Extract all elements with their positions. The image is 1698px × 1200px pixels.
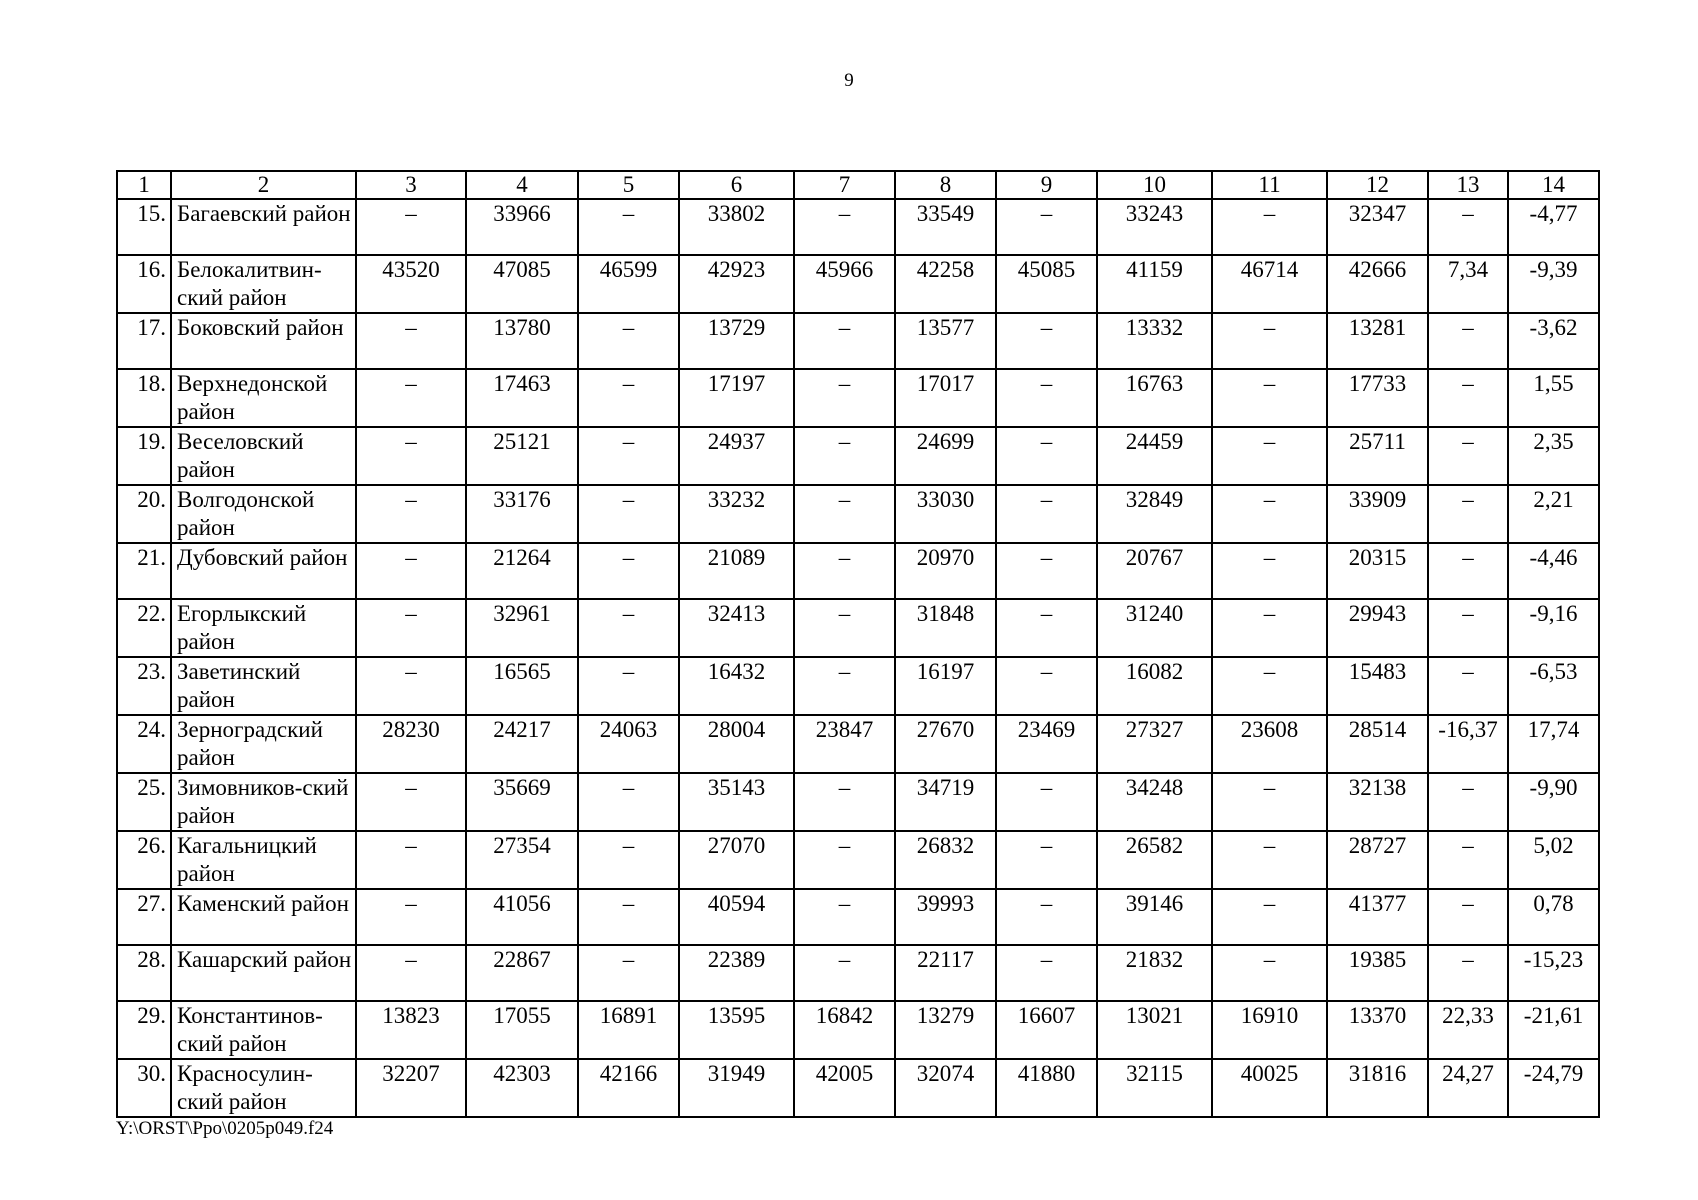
- table-cell: 35669: [466, 773, 578, 831]
- column-header: 6: [679, 171, 794, 199]
- table-cell: –: [1428, 313, 1508, 369]
- table-cell: –: [1212, 199, 1327, 255]
- table-cell: –: [1428, 773, 1508, 831]
- table-row: [117, 1059, 1599, 1117]
- table-cell: –: [794, 773, 895, 831]
- table-cell: 40025: [1212, 1059, 1327, 1117]
- table-cell: -16,37: [1428, 715, 1508, 773]
- table-row: [117, 313, 1599, 369]
- table-cell: –: [1212, 313, 1327, 369]
- table-row: [117, 831, 1599, 889]
- table-cell: 1,55: [1508, 369, 1599, 427]
- district-name: Белокалитвин-ский район: [171, 255, 356, 313]
- table-cell: 33243: [1097, 199, 1212, 255]
- district-name: Зимовников-ский район: [171, 773, 356, 831]
- table-cell: 27070: [679, 831, 794, 889]
- table-cell: 17733: [1327, 369, 1428, 427]
- district-name: Заветинский район: [171, 657, 356, 715]
- table-cell: –: [356, 599, 466, 657]
- table-cell: –: [1428, 831, 1508, 889]
- district-name: Дубовский район: [171, 543, 356, 599]
- table-cell: 24,27: [1428, 1059, 1508, 1117]
- table-cell: –: [1212, 657, 1327, 715]
- table-cell: 26582: [1097, 831, 1212, 889]
- table-cell: –: [356, 889, 466, 945]
- table-cell: –: [996, 889, 1097, 945]
- table-cell: –: [578, 773, 679, 831]
- table-row: [117, 369, 1599, 427]
- district-name: Егорлыкский район: [171, 599, 356, 657]
- table-cell: –: [356, 543, 466, 599]
- table-row: [117, 889, 1599, 945]
- table-cell: 41880: [996, 1059, 1097, 1117]
- table-cell: 20767: [1097, 543, 1212, 599]
- column-header: 9: [996, 171, 1097, 199]
- table-cell: 5,02: [1508, 831, 1599, 889]
- row-number: 16.: [117, 255, 171, 313]
- table-cell: 13332: [1097, 313, 1212, 369]
- table-cell: –: [356, 427, 466, 485]
- table-row: [117, 945, 1599, 1001]
- column-header: 11: [1212, 171, 1327, 199]
- table-cell: -15,23: [1508, 945, 1599, 1001]
- table-cell: –: [996, 313, 1097, 369]
- table-cell: –: [1212, 945, 1327, 1001]
- table-cell: 43520: [356, 255, 466, 313]
- table-cell: –: [996, 657, 1097, 715]
- table-cell: 16082: [1097, 657, 1212, 715]
- table-cell: –: [794, 945, 895, 1001]
- table-cell: –: [578, 199, 679, 255]
- table-cell: 24699: [895, 427, 996, 485]
- table-cell: –: [996, 369, 1097, 427]
- table-cell: 31240: [1097, 599, 1212, 657]
- table-cell: –: [578, 831, 679, 889]
- table-cell: 22117: [895, 945, 996, 1001]
- table-cell: -4,77: [1508, 199, 1599, 255]
- table-cell: –: [996, 599, 1097, 657]
- table-cell: –: [996, 199, 1097, 255]
- table-row: [117, 255, 1599, 313]
- column-header: 2: [171, 171, 356, 199]
- table-row: [117, 543, 1599, 599]
- table-cell: –: [1212, 427, 1327, 485]
- table-cell: –: [1428, 543, 1508, 599]
- table-cell: 31949: [679, 1059, 794, 1117]
- row-number: 28.: [117, 945, 171, 1001]
- column-header: 10: [1097, 171, 1212, 199]
- table-cell: 17197: [679, 369, 794, 427]
- table-cell: 19385: [1327, 945, 1428, 1001]
- table-cell: 21089: [679, 543, 794, 599]
- table-cell: 40594: [679, 889, 794, 945]
- table-cell: –: [1212, 485, 1327, 543]
- table-cell: –: [1428, 485, 1508, 543]
- table-cell: –: [1428, 889, 1508, 945]
- column-header: 12: [1327, 171, 1428, 199]
- row-number: 30.: [117, 1059, 171, 1117]
- page-number: 9: [844, 70, 854, 91]
- table-row: [117, 773, 1599, 831]
- table-cell: 33176: [466, 485, 578, 543]
- column-header: 14: [1508, 171, 1599, 199]
- table-cell: 42166: [578, 1059, 679, 1117]
- table-cell: 27354: [466, 831, 578, 889]
- table-cell: 24063: [578, 715, 679, 773]
- table-cell: –: [996, 427, 1097, 485]
- table-cell: 23469: [996, 715, 1097, 773]
- table-cell: -3,62: [1508, 313, 1599, 369]
- table-cell: 13279: [895, 1001, 996, 1059]
- table-cell: –: [794, 831, 895, 889]
- table-cell: 42923: [679, 255, 794, 313]
- district-name: Зерноградский район: [171, 715, 356, 773]
- row-number: 22.: [117, 599, 171, 657]
- table-row: [117, 199, 1599, 255]
- table-cell: 17017: [895, 369, 996, 427]
- table-cell: 13595: [679, 1001, 794, 1059]
- table-cell: 46599: [578, 255, 679, 313]
- table-cell: 16432: [679, 657, 794, 715]
- table-cell: –: [794, 485, 895, 543]
- table-cell: –: [578, 427, 679, 485]
- row-number: 20.: [117, 485, 171, 543]
- table-cell: -4,46: [1508, 543, 1599, 599]
- district-name: Каменский район: [171, 889, 356, 945]
- table-cell: –: [794, 543, 895, 599]
- table-cell: 32074: [895, 1059, 996, 1117]
- table-cell: 33966: [466, 199, 578, 255]
- table-cell: 34248: [1097, 773, 1212, 831]
- table-cell: –: [578, 889, 679, 945]
- table-cell: –: [1428, 199, 1508, 255]
- district-name: Волгодонской район: [171, 485, 356, 543]
- column-header: 5: [578, 171, 679, 199]
- row-number: 27.: [117, 889, 171, 945]
- table-cell: 20970: [895, 543, 996, 599]
- table-cell: 25711: [1327, 427, 1428, 485]
- row-number: 26.: [117, 831, 171, 889]
- table-cell: 32138: [1327, 773, 1428, 831]
- table-cell: –: [996, 831, 1097, 889]
- table-cell: –: [794, 657, 895, 715]
- table-cell: –: [996, 543, 1097, 599]
- district-name: Боковский район: [171, 313, 356, 369]
- table-cell: 45966: [794, 255, 895, 313]
- table-cell: –: [794, 199, 895, 255]
- table-cell: 31848: [895, 599, 996, 657]
- table-cell: -24,79: [1508, 1059, 1599, 1117]
- table-cell: –: [1212, 543, 1327, 599]
- table-cell: –: [1212, 369, 1327, 427]
- table-cell: 34719: [895, 773, 996, 831]
- table-cell: –: [578, 599, 679, 657]
- district-name: Кагальницкий район: [171, 831, 356, 889]
- table-cell: 22,33: [1428, 1001, 1508, 1059]
- district-name: Верхнедонской район: [171, 369, 356, 427]
- district-name: Багаевский район: [171, 199, 356, 255]
- table-cell: –: [356, 773, 466, 831]
- table-cell: 27670: [895, 715, 996, 773]
- table-cell: 32115: [1097, 1059, 1212, 1117]
- table-cell: 0,78: [1508, 889, 1599, 945]
- column-header: 8: [895, 171, 996, 199]
- table-cell: 15483: [1327, 657, 1428, 715]
- table-cell: 13823: [356, 1001, 466, 1059]
- table-cell: 28514: [1327, 715, 1428, 773]
- table-cell: 7,34: [1428, 255, 1508, 313]
- table-cell: 24217: [466, 715, 578, 773]
- table-cell: –: [578, 657, 679, 715]
- column-header: 4: [466, 171, 578, 199]
- table-cell: –: [578, 313, 679, 369]
- table-cell: 13729: [679, 313, 794, 369]
- table-row: [117, 1001, 1599, 1059]
- table-cell: 13370: [1327, 1001, 1428, 1059]
- table-cell: 33549: [895, 199, 996, 255]
- column-header: 7: [794, 171, 895, 199]
- row-number: 23.: [117, 657, 171, 715]
- table-cell: -9,90: [1508, 773, 1599, 831]
- table-cell: 2,35: [1508, 427, 1599, 485]
- table-cell: -9,16: [1508, 599, 1599, 657]
- table-cell: –: [996, 773, 1097, 831]
- district-name: Веселовский район: [171, 427, 356, 485]
- table-cell: 42303: [466, 1059, 578, 1117]
- table-cell: –: [794, 369, 895, 427]
- table-row: [117, 599, 1599, 657]
- table-cell: 32347: [1327, 199, 1428, 255]
- table-cell: 39146: [1097, 889, 1212, 945]
- table-cell: –: [356, 945, 466, 1001]
- table-cell: 22389: [679, 945, 794, 1001]
- district-name: Кашарский район: [171, 945, 356, 1001]
- table-cell: –: [794, 427, 895, 485]
- table-cell: 28004: [679, 715, 794, 773]
- table-cell: –: [996, 485, 1097, 543]
- table-cell: 2,21: [1508, 485, 1599, 543]
- table-cell: –: [356, 313, 466, 369]
- data-table: [116, 170, 1600, 1118]
- table-cell: –: [1212, 599, 1327, 657]
- table-cell: 16891: [578, 1001, 679, 1059]
- row-number: 19.: [117, 427, 171, 485]
- table-cell: 32961: [466, 599, 578, 657]
- table-cell: 16607: [996, 1001, 1097, 1059]
- table-cell: 21264: [466, 543, 578, 599]
- table-cell: 39993: [895, 889, 996, 945]
- table-cell: 33232: [679, 485, 794, 543]
- table-cell: 13577: [895, 313, 996, 369]
- table-row: [117, 657, 1599, 715]
- table-cell: 41056: [466, 889, 578, 945]
- table-cell: 32849: [1097, 485, 1212, 543]
- row-number: 17.: [117, 313, 171, 369]
- district-name: Константинов-ский район: [171, 1001, 356, 1059]
- table-cell: –: [794, 313, 895, 369]
- table-cell: 23608: [1212, 715, 1327, 773]
- table-cell: –: [1212, 889, 1327, 945]
- table-cell: 32413: [679, 599, 794, 657]
- table-cell: 28727: [1327, 831, 1428, 889]
- table-cell: 24937: [679, 427, 794, 485]
- table-cell: –: [578, 543, 679, 599]
- table-cell: 33030: [895, 485, 996, 543]
- table-row: [117, 485, 1599, 543]
- table-cell: 45085: [996, 255, 1097, 313]
- table-cell: 13281: [1327, 313, 1428, 369]
- table-cell: –: [356, 657, 466, 715]
- table-cell: 25121: [466, 427, 578, 485]
- column-header: 3: [356, 171, 466, 199]
- table-cell: 16565: [466, 657, 578, 715]
- table-cell: 46714: [1212, 255, 1327, 313]
- column-header: 1: [117, 171, 171, 199]
- row-number: 29.: [117, 1001, 171, 1059]
- table-cell: 31816: [1327, 1059, 1428, 1117]
- table-cell: 35143: [679, 773, 794, 831]
- file-path-footer: Y:\ORST\Ppo\0205p049.f24: [116, 1118, 334, 1139]
- table-cell: –: [996, 945, 1097, 1001]
- row-number: 21.: [117, 543, 171, 599]
- table-cell: -9,39: [1508, 255, 1599, 313]
- table-cell: 17055: [466, 1001, 578, 1059]
- column-header: 13: [1428, 171, 1508, 199]
- table-cell: 21832: [1097, 945, 1212, 1001]
- table-cell: 16197: [895, 657, 996, 715]
- table-cell: –: [356, 369, 466, 427]
- table-cell: –: [1428, 945, 1508, 1001]
- table-cell: 41159: [1097, 255, 1212, 313]
- table-cell: 13780: [466, 313, 578, 369]
- table-cell: –: [578, 369, 679, 427]
- row-number: 24.: [117, 715, 171, 773]
- table-cell: –: [1212, 831, 1327, 889]
- table-cell: 33802: [679, 199, 794, 255]
- row-number: 18.: [117, 369, 171, 427]
- table-body: [117, 199, 1599, 1117]
- table-cell: –: [356, 485, 466, 543]
- table-cell: -6,53: [1508, 657, 1599, 715]
- table-cell: –: [356, 831, 466, 889]
- table-cell: 22867: [466, 945, 578, 1001]
- district-name: Красносулин-ский район: [171, 1059, 356, 1117]
- table-cell: 16842: [794, 1001, 895, 1059]
- table-cell: 23847: [794, 715, 895, 773]
- table-cell: 41377: [1327, 889, 1428, 945]
- row-number: 25.: [117, 773, 171, 831]
- table-cell: 33909: [1327, 485, 1428, 543]
- table-cell: 28230: [356, 715, 466, 773]
- row-number: 15.: [117, 199, 171, 255]
- table-cell: 13021: [1097, 1001, 1212, 1059]
- table-cell: 29943: [1327, 599, 1428, 657]
- table-cell: 26832: [895, 831, 996, 889]
- table-cell: 24459: [1097, 427, 1212, 485]
- table-cell: –: [356, 199, 466, 255]
- table-cell: 32207: [356, 1059, 466, 1117]
- table-cell: 47085: [466, 255, 578, 313]
- table-cell: -21,61: [1508, 1001, 1599, 1059]
- table-cell: 42005: [794, 1059, 895, 1117]
- table-cell: 20315: [1327, 543, 1428, 599]
- table-cell: 17,74: [1508, 715, 1599, 773]
- table-cell: –: [1212, 773, 1327, 831]
- table-cell: –: [794, 889, 895, 945]
- table-row: [117, 715, 1599, 773]
- table-cell: 42258: [895, 255, 996, 313]
- header-row: [117, 171, 1599, 199]
- table-cell: 17463: [466, 369, 578, 427]
- table-cell: –: [1428, 599, 1508, 657]
- table-cell: –: [1428, 427, 1508, 485]
- table-cell: 16763: [1097, 369, 1212, 427]
- table-cell: 27327: [1097, 715, 1212, 773]
- table-cell: –: [794, 599, 895, 657]
- table-cell: –: [578, 945, 679, 1001]
- table-cell: –: [1428, 657, 1508, 715]
- table-cell: –: [578, 485, 679, 543]
- table-cell: 42666: [1327, 255, 1428, 313]
- table-row: [117, 427, 1599, 485]
- table-cell: –: [1428, 369, 1508, 427]
- table-cell: 16910: [1212, 1001, 1327, 1059]
